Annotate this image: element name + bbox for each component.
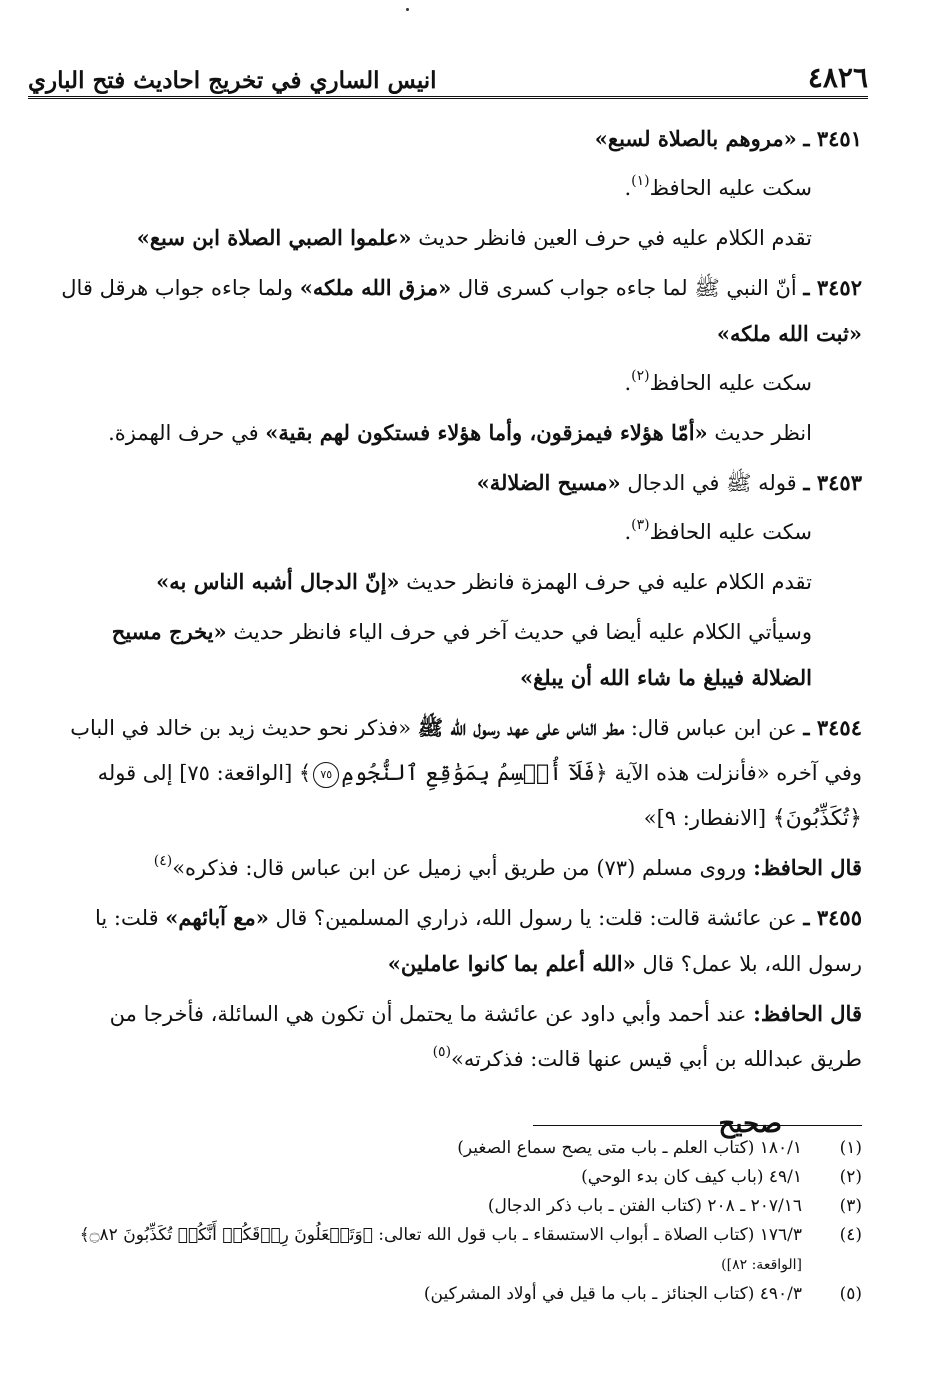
book-title: انيس الساري في تخريج احاديث فتح الباري <box>28 67 437 94</box>
crossref-hadith: «يخرج مسيح الضلالة فيبلغ ما شاء الله أن يبلغ» <box>111 619 812 690</box>
hadith-text-part: أنّ النبي ﷺ لما جاءه جواب كسرى قال <box>451 276 797 300</box>
hadith-quote: «مسيح الضلالة» <box>476 470 621 495</box>
footnote-item <box>50 1280 862 1309</box>
footnote-text: ٤٩٠/٣ (كتاب الجنائز ـ باب ما قيل في أولاد المشركين) <box>423 1284 802 1304</box>
hadith-text-part: قوله ﷺ في الدجال <box>620 471 797 495</box>
hafiz-note <box>58 510 862 555</box>
hadith-text <box>58 116 862 162</box>
footnote-ref: (٥) <box>432 1044 452 1060</box>
hadith-quote: «الله أعلم بما كانوا عاملين» <box>387 951 636 976</box>
hadith-quote: «مزق الله ملكه» <box>299 275 452 300</box>
ayah-number-mark: ٧٥ <box>313 762 339 788</box>
cross-reference <box>58 410 862 456</box>
footnote-mark: (١) <box>839 1138 862 1158</box>
hadith-quote: «ثبت الله ملكه» <box>716 321 862 346</box>
crossref-hadith: «إنّ الدجال أشبه الناس به» <box>156 569 400 594</box>
hadith-quote: مطر الناس على عهد رسول الله ﷺ <box>417 715 625 740</box>
note-end: . <box>624 520 632 544</box>
hadith-entry-3455 <box>58 895 862 1147</box>
main-text <box>58 116 862 1151</box>
note-end: . <box>624 371 632 395</box>
page-number: ٤٨٢٦ <box>807 61 868 94</box>
hafiz-label: قال الحافظ: <box>753 855 862 880</box>
hadith-text-part: قلت: يا رسول الله، بلا عمل؟ قال <box>95 906 862 976</box>
grading-verdict: صحيح <box>718 1109 782 1139</box>
hadith-text <box>58 460 862 506</box>
hadith-text-part: ولما جاءه جواب هرقل قال <box>61 276 300 300</box>
footnote-divider <box>533 1125 862 1126</box>
cross-reference <box>58 559 862 605</box>
hadith-number: ٣٤٥١ ـ <box>803 126 862 151</box>
hadith-matn: «مروهم بالصلاة لسبع» <box>594 126 797 151</box>
cross-reference <box>58 609 862 701</box>
note-end: . <box>624 176 632 200</box>
hadith-text-part: عن ابن عباس قال: <box>624 716 797 740</box>
hafiz-note <box>58 166 862 211</box>
footnote-text <box>50 1221 802 1280</box>
hadith-number: ٣٤٥٥ ـ <box>803 905 862 930</box>
hadith-text-part: عن عائشة قالت: قلت: يا رسول الله، ذراري المسلمين؟ قال <box>268 906 797 930</box>
surah-reference: [الانفطار: ٩]» <box>643 806 773 830</box>
surah-reference: ﴾ [الواقعة: ٧٥] إلى قوله <box>97 761 312 785</box>
footnote-item <box>50 1221 862 1280</box>
crossref-text: في حرف الهمزة. <box>108 421 266 445</box>
hafiz-note <box>58 361 862 406</box>
footnote-item <box>50 1134 862 1163</box>
page-speck <box>406 8 409 11</box>
hadith-text <box>58 705 862 841</box>
footnote-item <box>50 1192 862 1221</box>
footnote-ref: (١) <box>631 173 650 189</box>
running-header <box>28 52 868 99</box>
crossref-hadith: «أمّا هؤلاء فيمزقون، وأما هؤلاء فستكون لهم بقية» <box>265 420 708 445</box>
hadith-entry-3451 <box>58 116 862 261</box>
hafiz-comment <box>58 991 862 1082</box>
footnote-text: ٤٩/١ (باب كيف كان بدء الوحي) <box>581 1167 802 1187</box>
footnote-mark: (٥) <box>839 1284 862 1304</box>
hadith-text <box>58 895 862 987</box>
footnotes <box>50 1134 862 1309</box>
footnote-text: ٢٠٧/١٦ ـ ٢٠٨ (كتاب الفتن ـ باب ذكر الدجال) <box>487 1196 802 1216</box>
quran-verse: ﴿فَلَآ أُقۡسِمُ بِمَوَٰقِعِ ٱلنُّجُومِ <box>341 761 608 786</box>
hafiz-comment <box>58 845 862 891</box>
footnote-text: ١٨٠/١ (كتاب العلم ـ باب متى يصح سماع الصغير) <box>457 1138 802 1158</box>
footnote-ref: (٢) <box>631 368 650 384</box>
cross-reference <box>58 215 862 261</box>
hadith-entry-3452 <box>58 265 862 456</box>
crossref-text: انظر حديث <box>707 421 812 445</box>
hadith-number: ٣٤٥٣ ـ <box>803 470 862 495</box>
hadith-text-part: «فذكر نحو حديث زيد بن خالد في الباب وفي آخره «فأنزلت هذه الآية <box>70 716 862 785</box>
crossref-text: وسيأتي الكلام عليه أيضا في حديث آخر في حرف الياء فانظر حديث <box>226 620 812 644</box>
hafiz-text: عند أحمد وأبي داود عن عائشة ما يحتمل أن تكون هي السائلة، فأخرجا من طريق عبدالله بن أبي قيس عنها قالت: فذكرته» <box>109 1002 862 1071</box>
note-text: سكت عليه الحافظ <box>649 371 812 395</box>
hadith-number: ٣٤٥٢ ـ <box>803 275 862 300</box>
hadith-number: ٣٤٥٤ ـ <box>803 715 862 740</box>
crossref-hadith: «علموا الصبي الصلاة ابن سبع» <box>136 225 412 250</box>
hadith-entry-3453 <box>58 460 862 701</box>
footnote-surah-ref: [الواقعة: ٨٢]) <box>721 1257 802 1273</box>
footnote-mark: (٤) <box>839 1225 862 1245</box>
footnote-ref: (٣) <box>631 517 650 533</box>
crossref-text: تقدم الكلام عليه في حرف العين فانظر حديث <box>411 226 812 250</box>
footnote-text-main: ١٧٦/٣ (كتاب الصلاة ـ أبواب الاستسقاء ـ باب قول الله تعالى: ﴿وَتَجۡعَلُونَ رِزۡقَكُمۡ أَنَّكُمۡ تُكَذِّبُونَ ۝٨٢﴾ <box>79 1225 802 1245</box>
hadith-text <box>58 265 862 357</box>
footnote-mark: (٣) <box>839 1196 862 1216</box>
footnote-ref: (٤) <box>153 853 173 869</box>
footnote-mark: (٢) <box>839 1167 862 1187</box>
note-text: سكت عليه الحافظ <box>649 176 812 200</box>
hafiz-label: قال الحافظ: <box>753 1001 862 1026</box>
footnote-item <box>50 1163 862 1192</box>
hafiz-text: وروى مسلم (٧٣) من طريق أبي زميل عن ابن عباس قال: فذكره» <box>172 856 754 880</box>
hadith-entry-3454 <box>58 705 862 891</box>
crossref-text: تقدم الكلام عليه في حرف الهمزة فانظر حديث <box>399 570 812 594</box>
quran-verse: ﴿تُكَذِّبُونَ﴾ <box>772 806 862 831</box>
hadith-quote: «مع آبائهم» <box>165 905 269 930</box>
note-text: سكت عليه الحافظ <box>649 520 812 544</box>
